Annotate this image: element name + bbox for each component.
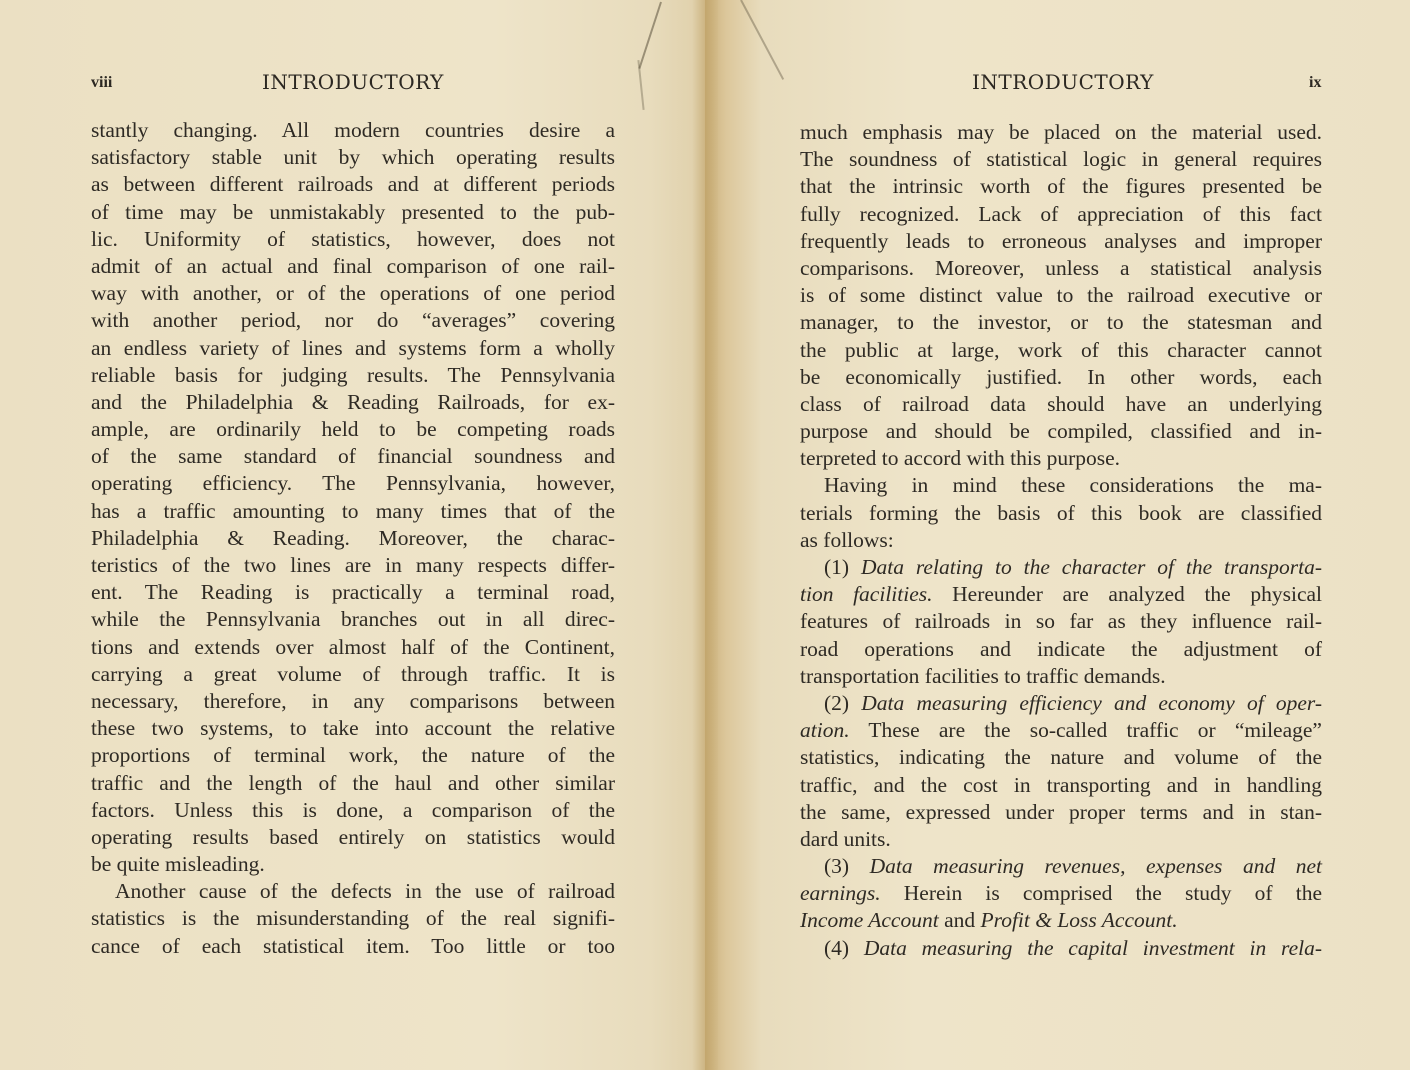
text-line: road operations and indicate the adjustment of xyxy=(800,636,1322,661)
list-item-1 xyxy=(800,554,1322,581)
text-line: with another period, nor do “averages” covering xyxy=(91,308,615,333)
text-line: of the same standard of financial soundness and xyxy=(91,444,615,469)
item-title: Data measuring efficiency and economy of oper- xyxy=(861,690,1323,715)
text-line: has a traffic amounting to many times that of the xyxy=(91,498,615,523)
text-line: satisfactory stable unit by which operating results xyxy=(91,145,615,170)
text-line: be economically justified. In other words, each xyxy=(800,364,1322,389)
text-line: The soundness of statistical logic in general requires xyxy=(800,147,1322,172)
text-line: ent. The Reading is practically a terminal road, xyxy=(91,580,615,605)
text-line: frequently leads to erroneous analyses and improper xyxy=(800,228,1322,253)
left-folio: viii xyxy=(91,74,113,91)
list-item-2 xyxy=(800,690,1322,717)
text-line: manager, to the investor, or to the statesman and xyxy=(800,310,1322,335)
item-title: ation. xyxy=(800,718,850,743)
text-line: reliable basis for judging results. The Pennsylvania xyxy=(91,362,615,387)
text-line: these two systems, to take into account the relative xyxy=(91,716,615,741)
text-line: operating results based entirely on statistics would xyxy=(91,824,615,849)
text-line: Having in mind these considerations the ma- xyxy=(824,473,1322,498)
item-number: (3) xyxy=(824,854,850,879)
right-folio: ix xyxy=(1309,74,1322,91)
text-line: of time may be unmistakably presented to the pub- xyxy=(91,199,615,224)
list-item-4 xyxy=(800,935,1322,962)
item-text: Hereunder are analyzed the physical xyxy=(952,582,1322,607)
text-line xyxy=(800,880,1322,907)
profit-loss-account: Profit & Loss Account. xyxy=(980,908,1178,933)
text-line: features of railroads in so far as they influence rail- xyxy=(800,609,1322,634)
text-line: traffic, and the cost in transporting and in handling xyxy=(800,772,1322,797)
text-line: teristics of the two lines are in many respects differ- xyxy=(91,553,615,577)
left-body-text xyxy=(91,117,615,960)
book-gutter xyxy=(692,0,718,1070)
item-title: Data measuring the capital investment in rela- xyxy=(863,935,1323,960)
text-line: the public at large, work of this character cannot xyxy=(800,337,1322,362)
text-line xyxy=(800,581,1322,608)
text-line: factors. Unless this is done, a comparison of the xyxy=(91,797,615,822)
text-line: class of railroad data should have an underlying xyxy=(800,391,1322,416)
item-text: Herein is comprised the study of the xyxy=(903,881,1322,906)
text-line: as between different railroads and at different periods xyxy=(91,172,615,197)
text-line: be quite misleading. xyxy=(91,852,265,877)
text-line: comparisons. Moreover, unless a statistical analysis xyxy=(800,255,1322,280)
text-line: terials forming the basis of this book are classified xyxy=(800,500,1322,525)
text-line: and the Philadelphia & Reading Railroads, for ex- xyxy=(91,389,615,414)
text-line: an endless variety of lines and systems form a wholly xyxy=(91,335,615,360)
right-running-head: INTRODUCTORY xyxy=(972,70,1154,94)
text-line: admit of an actual and final comparison of one rail- xyxy=(91,253,615,278)
item-number: (1) xyxy=(824,555,850,579)
text-line: necessary, therefore, in any comparisons between xyxy=(91,688,615,713)
item-number: (4) xyxy=(824,935,850,960)
item-text: These are the so-called traffic or “mileage” xyxy=(868,718,1322,743)
text-line: carrying a great volume of through traffic. It is xyxy=(91,661,615,686)
left-running-head: INTRODUCTORY xyxy=(262,70,444,94)
item-number: (2) xyxy=(824,690,850,715)
text-line xyxy=(800,717,1322,744)
list-item-3 xyxy=(800,853,1322,880)
text-line: operating efficiency. The Pennsylvania, however, xyxy=(91,471,615,496)
text-line: traffic and the length of the haul and other similar xyxy=(91,770,615,795)
text-line: dard units. xyxy=(800,826,891,851)
text-line: as follows: xyxy=(800,527,894,552)
text-line: that the intrinsic worth of the figures presented be xyxy=(800,174,1322,199)
text-line: lic. Uniformity of statistics, however, does not xyxy=(91,226,615,251)
text-line: transportation facilities to traffic demands. xyxy=(800,663,1166,688)
text-line: fully recognized. Lack of appreciation of this fact xyxy=(800,201,1322,226)
text-line xyxy=(800,907,1322,934)
text-line: terpreted to accord with this purpose. xyxy=(800,446,1121,471)
text-line: much emphasis may be placed on the material used. xyxy=(800,120,1322,144)
text-line: is of some distinct value to the railroad executive or xyxy=(800,283,1322,308)
right-body-text xyxy=(800,119,1322,962)
text-line: way with another, or of the operations of one period xyxy=(91,281,615,306)
text-line: Philadelphia & Reading. Moreover, the charac- xyxy=(91,525,615,550)
text-line: purpose and should be compiled, classified and in- xyxy=(800,419,1322,444)
item-title: tion facilities. xyxy=(800,582,933,607)
text-line: while the Pennsylvania branches out in all direc- xyxy=(91,607,615,632)
text-line: statistics is the misunderstanding of the real signifi- xyxy=(91,906,615,931)
text-line: the same, expressed under proper terms and in stan- xyxy=(800,799,1322,824)
item-title: Data relating to the character of the transporta- xyxy=(860,555,1322,579)
item-title: Data measuring revenues, expenses and net xyxy=(869,854,1322,879)
text-line: tions and extends over almost half of the Continent, xyxy=(91,634,615,659)
text-line: ample, are ordinarily held to be competing roads xyxy=(91,417,615,442)
conjunction: and xyxy=(944,908,976,933)
income-account: Income Account xyxy=(800,908,939,933)
text-line: stantly changing. All modern countries desire a xyxy=(91,118,615,142)
text-line: proportions of terminal work, the nature of the xyxy=(91,743,615,768)
text-line: cance of each statistical item. Too little or too xyxy=(91,933,615,958)
text-line: statistics, indicating the nature and volume of the xyxy=(800,745,1322,770)
item-title: earnings. xyxy=(800,881,881,906)
text-line: Another cause of the defects in the use of railroad xyxy=(115,879,615,904)
